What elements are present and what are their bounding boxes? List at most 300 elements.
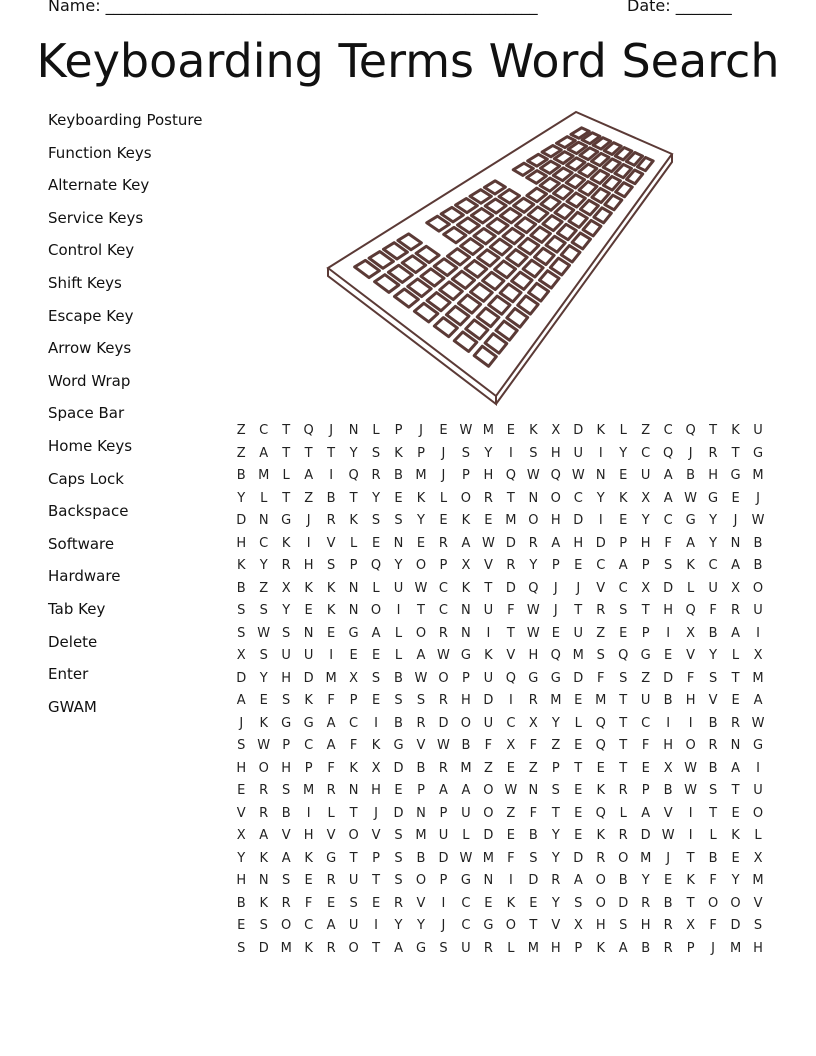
grid-cell: Z (236, 445, 246, 461)
grid-cell: Y (709, 535, 718, 551)
grid-cell: R (259, 805, 269, 821)
grid-cell: O (618, 850, 629, 866)
grid-cell: W (414, 670, 428, 686)
grid-cell: G (708, 490, 719, 506)
grid-cell: P (417, 445, 425, 461)
grid-cell: E (574, 828, 583, 843)
grid-cell: L (686, 580, 695, 596)
grid-cell: O (595, 873, 606, 888)
grid-cell: I (688, 828, 693, 843)
grid-cell: U (483, 670, 494, 686)
grid-cell: B (663, 783, 673, 798)
grid-cell: T (327, 445, 336, 461)
grid-cell: J (688, 445, 693, 461)
grid-cell: D (573, 850, 584, 866)
grid-cell: D (258, 940, 269, 956)
grid-cell: U (348, 873, 359, 888)
grid-cell: K (259, 715, 268, 731)
grid-cell: U (438, 828, 449, 843)
grid-cell: E (304, 603, 313, 618)
grid-cell: B (394, 468, 403, 483)
grid-cell: B (236, 895, 246, 911)
grid-cell: M (415, 828, 427, 843)
grid-cell: I (329, 648, 334, 663)
grid-cell: U (281, 648, 291, 663)
grid-cell: R (326, 513, 336, 528)
grid-cell: N (303, 625, 314, 641)
header (48, 0, 768, 20)
grid-cell: A (259, 828, 269, 843)
grid-cell: E (484, 895, 493, 911)
grid-cell: K (304, 693, 313, 708)
grid-cell: Y (259, 670, 268, 686)
grid-cell: S (753, 918, 763, 933)
grid-cell: J (306, 513, 311, 528)
grid-cell: O (528, 513, 539, 528)
grid-cell: H (371, 783, 381, 798)
grid-cell: V (483, 558, 493, 573)
grid-cell: Y (551, 828, 560, 843)
grid-cell: E (731, 693, 740, 708)
grid-cell: S (664, 558, 673, 573)
grid-cell: S (439, 940, 448, 956)
grid-cell: E (506, 423, 515, 438)
grid-cell: E (574, 558, 583, 573)
grid-row (230, 848, 770, 871)
grid-cell: Y (349, 445, 358, 461)
grid-cell: G (550, 670, 561, 686)
grid-cell: K (236, 558, 246, 573)
grid-cell: C (438, 603, 448, 618)
grid-cell: Q (505, 468, 516, 483)
grid-cell: N (348, 603, 359, 618)
grid-cell: V (596, 580, 606, 596)
grid-cell: R (731, 603, 741, 618)
grid-cell: L (619, 423, 627, 438)
grid-cell: J (441, 918, 446, 933)
grid-cell: B (461, 738, 471, 753)
grid-cell: S (326, 558, 336, 573)
grid-cell: R (438, 625, 448, 641)
grid-cell: M (482, 423, 494, 438)
grid-cell: C (618, 580, 628, 596)
grid-cell: L (709, 828, 717, 843)
grid-cell: C (461, 918, 471, 933)
grid-cell: R (438, 760, 448, 776)
grid-cell: U (303, 648, 314, 663)
grid-cell: O (258, 760, 269, 776)
grid-cell: H (550, 513, 561, 528)
grid-cell: T (574, 603, 583, 618)
grid-cell: K (686, 873, 695, 888)
grid-cell: X (349, 670, 359, 686)
grid-cell: X (753, 648, 763, 663)
grid-cell: C (663, 513, 673, 528)
grid-cell: Y (237, 490, 246, 506)
grid-cell: O (415, 558, 427, 573)
grid-cell: A (663, 468, 673, 483)
grid-cell: S (394, 513, 403, 528)
grid-cell: K (259, 850, 268, 866)
grid-cell: A (551, 535, 561, 551)
grid-cell: Y (551, 895, 560, 911)
grid-cell: Z (236, 423, 246, 438)
grid-cell: J (553, 580, 558, 596)
grid-cell: M (303, 783, 315, 798)
grid-cell: M (752, 670, 764, 686)
grid-cell: F (709, 603, 717, 618)
grid-cell: M (280, 940, 292, 956)
grid-cell: Q (505, 670, 516, 686)
grid-cell: P (686, 940, 695, 956)
grid-row (230, 668, 770, 691)
grid-cell: E (664, 648, 673, 663)
grid-cell: M (752, 873, 764, 888)
grid-cell: B (618, 873, 628, 888)
grid-cell: D (438, 715, 449, 731)
grid-cell: C (259, 423, 269, 438)
grid-cell: R (483, 940, 493, 956)
grid-cell: S (619, 918, 628, 933)
grid-cell: H (236, 760, 247, 776)
grid-cell: E (484, 513, 493, 528)
grid-cell: W (526, 468, 540, 483)
grid-cell: F (664, 535, 672, 551)
grid-cell: W (684, 490, 698, 506)
grid-cell: I (688, 715, 693, 731)
grid-cell: Y (417, 918, 425, 933)
grid-cell: T (619, 738, 628, 753)
grid-cell: M (640, 850, 652, 866)
grid-cell: V (326, 828, 336, 843)
grid-cell: V (416, 738, 426, 753)
grid-cell: E (371, 535, 381, 551)
word-list-item: GWAM (48, 697, 97, 716)
grid-cell: U (753, 603, 763, 618)
grid-cell: G (460, 648, 471, 663)
grid-cell: R (641, 895, 651, 911)
grid-cell: E (529, 895, 538, 911)
grid-cell: E (439, 423, 448, 438)
grid-cell: W (526, 603, 540, 618)
grid-cell: U (708, 580, 718, 596)
grid-cell: H (685, 693, 696, 708)
grid-row (230, 803, 770, 826)
grid-cell: N (528, 490, 539, 506)
grid-cell: U (640, 693, 651, 708)
grid-cell: I (598, 445, 603, 461)
grid-cell: X (686, 625, 696, 641)
grid-cell: A (461, 535, 471, 551)
grid-cell: I (508, 693, 513, 708)
grid-cell: K (461, 513, 471, 528)
grid-cell: R (371, 468, 381, 483)
grid-cell: Z (483, 760, 493, 776)
grid-cell: I (666, 625, 671, 641)
grid-cell: J (666, 850, 671, 866)
grid-cell: Q (370, 558, 382, 573)
grid-cell: L (574, 715, 582, 731)
grid-cell: E (574, 693, 583, 708)
grid-cell: S (282, 873, 291, 888)
grid-cell: F (596, 670, 605, 686)
grid-cell: D (505, 580, 516, 596)
grid-cell: W (526, 625, 540, 641)
grid-cell: R (528, 535, 538, 551)
grid-cell: K (304, 850, 313, 866)
grid-cell: T (574, 760, 583, 776)
name-label: Name: ______________________________________________________ (48, 0, 538, 15)
grid-cell: T (349, 490, 358, 506)
grid-cell: D (573, 423, 584, 438)
grid-cell: G (685, 513, 696, 528)
grid-cell: R (596, 850, 606, 866)
grid-cell: M (415, 468, 427, 483)
grid-cell: T (686, 895, 695, 911)
grid-cell: M (729, 940, 742, 956)
grid-cell: S (708, 783, 718, 798)
grid-cell: X (573, 918, 583, 933)
grid-cell: I (756, 760, 760, 776)
grid-cell: Z (551, 738, 561, 753)
grid-cell: A (663, 490, 673, 506)
word-list-item: Space Bar (48, 404, 125, 423)
grid-cell: E (574, 805, 583, 821)
grid-cell: K (506, 895, 516, 911)
grid-cell: C (506, 715, 516, 731)
grid-cell: D (438, 850, 449, 866)
grid-row (230, 825, 770, 848)
grid-cell: R (708, 738, 718, 753)
grid-cell: Y (709, 513, 718, 528)
grid-cell: I (486, 625, 491, 641)
grid-cell: J (711, 940, 715, 956)
grid-cell: S (394, 850, 403, 866)
grid-cell: L (731, 648, 740, 663)
grid-row (230, 488, 770, 511)
grid-cell: Q (528, 580, 539, 596)
grid-cell: T (304, 445, 313, 461)
grid-cell: H (708, 468, 718, 483)
grid-cell: T (686, 850, 695, 866)
grid-cell: R (416, 715, 426, 731)
grid-cell: O (348, 828, 359, 843)
grid-cell: F (327, 693, 335, 708)
grid-cell: D (640, 828, 651, 843)
grid-cell: E (327, 625, 336, 641)
grid-cell: S (394, 828, 403, 843)
grid-cell: K (529, 423, 538, 438)
grid-cell: L (462, 828, 470, 843)
grid-cell: P (462, 468, 470, 483)
grid-cell: F (507, 850, 515, 866)
grid-cell: Y (529, 558, 538, 573)
grid-cell: R (483, 490, 493, 506)
grid-cell: A (304, 468, 314, 483)
grid-cell: O (460, 715, 472, 731)
grid-cell: M (527, 940, 539, 956)
grid-cell: D (573, 670, 584, 686)
grid-cell: S (551, 783, 560, 798)
grid-cell: I (374, 715, 378, 731)
grid-cell: V (506, 648, 516, 663)
grid-cell: K (484, 648, 493, 663)
word-list-item: Escape Key (48, 306, 134, 325)
grid-cell: Y (641, 513, 650, 528)
grid-cell: K (394, 445, 403, 461)
grid-cell: O (460, 490, 472, 506)
grid-cell: L (394, 648, 403, 663)
grid-cell: E (641, 760, 650, 776)
grid-cell: Q (618, 648, 629, 663)
grid-cell: Y (394, 558, 403, 573)
grid-cell: K (349, 760, 358, 776)
word-list-item: Hardware (48, 567, 121, 586)
word-list-item: Delete (48, 632, 98, 651)
grid-cell: M (325, 670, 337, 686)
grid-cell: R (438, 535, 448, 551)
grid-cell: A (259, 445, 269, 461)
grid-cell: E (574, 738, 583, 753)
grid-cell: S (394, 693, 403, 708)
grid-cell: C (641, 715, 651, 731)
grid-cell: K (416, 490, 426, 506)
grid-cell: T (529, 918, 538, 933)
grid-cell: N (461, 603, 471, 618)
grid-cell: G (752, 445, 764, 461)
grid-cell: O (685, 738, 696, 753)
grid-cell: E (259, 693, 268, 708)
grid-cell: X (551, 423, 561, 438)
grid-cell: F (327, 760, 335, 776)
grid-cell: C (596, 558, 606, 573)
grid-cell: D (730, 918, 741, 933)
grid-cell: V (281, 828, 291, 843)
grid-cell: V (416, 895, 426, 911)
grid-cell: K (304, 940, 313, 956)
grid-cell: S (529, 850, 538, 866)
grid-cell: K (596, 423, 605, 438)
grid-cell: K (618, 490, 628, 506)
grid-cell: D (483, 828, 494, 843)
grid-cell: Q (663, 445, 674, 461)
grid-cell: W (257, 738, 271, 753)
grid-cell: D (663, 670, 674, 686)
grid-cell: E (371, 648, 381, 663)
grid-cell: I (306, 805, 311, 821)
grid-cell: K (596, 783, 605, 798)
grid-cell: G (415, 940, 427, 956)
grid-cell: H (640, 918, 651, 933)
grid-row (230, 758, 770, 781)
grid-cell: R (663, 918, 673, 933)
grid-cell: S (371, 513, 381, 528)
grid-cell: Y (619, 445, 628, 461)
word-list-item: Home Keys (48, 436, 133, 455)
grid-cell: I (441, 895, 446, 911)
grid-cell: A (371, 625, 381, 641)
grid-cell: B (753, 558, 763, 573)
grid-cell: W (437, 648, 450, 663)
grid-cell: L (372, 580, 380, 596)
grid-cell: B (708, 760, 718, 776)
grid-cell: L (394, 625, 403, 641)
grid-cell: H (281, 670, 292, 686)
grid-cell: N (393, 535, 404, 551)
grid-cell: W (684, 760, 698, 776)
grid-cell: X (663, 760, 673, 776)
grid-cell: A (573, 873, 583, 888)
grid-cell: B (236, 580, 246, 596)
grid-cell: K (281, 535, 291, 551)
grid-cell: Y (709, 648, 718, 663)
grid-cell: S (461, 445, 471, 461)
grid-cell: R (393, 895, 404, 911)
grid-cell: K (686, 558, 695, 573)
grid-cell: Y (551, 850, 560, 866)
grid-cell: D (236, 513, 247, 528)
grid-cell: U (483, 715, 494, 731)
grid-cell: T (619, 760, 628, 776)
grid-row (230, 600, 770, 623)
grid-cell: A (394, 940, 403, 956)
grid-cell: F (529, 738, 538, 753)
word-list (48, 108, 228, 727)
grid-cell: T (731, 445, 740, 461)
grid-cell: Y (417, 513, 425, 528)
grid-cell: I (374, 918, 378, 933)
grid-cell: C (461, 895, 471, 911)
grid-cell: D (528, 873, 539, 888)
grid-cell: L (260, 490, 268, 506)
grid-cell: K (304, 580, 313, 596)
grid-cell: E (731, 490, 740, 506)
grid-row (230, 780, 770, 803)
grid-cell: Y (484, 445, 493, 461)
grid-cell: S (371, 445, 381, 461)
grid-cell: S (371, 670, 381, 686)
grid-cell: J (374, 805, 378, 821)
grid-cell: W (459, 850, 473, 866)
grid-cell: S (237, 940, 246, 956)
grid-cell: U (640, 468, 651, 483)
grid-cell: L (754, 828, 762, 843)
grid-cell: B (663, 693, 673, 708)
grid-cell: P (551, 760, 560, 776)
grid-row (230, 443, 770, 466)
grid-cell: E (574, 783, 583, 798)
grid-cell: T (619, 715, 628, 731)
grid-cell: Y (372, 490, 381, 506)
grid-cell: M (258, 468, 270, 483)
grid-cell: E (304, 873, 313, 888)
grid-cell: A (326, 715, 336, 731)
grid-cell: X (281, 580, 291, 596)
grid-cell: P (394, 423, 403, 438)
grid-cell: X (641, 490, 651, 506)
grid-cell: M (482, 850, 494, 866)
grid-cell: T (551, 805, 560, 821)
grid-cell: H (236, 535, 247, 551)
grid-cell: D (505, 535, 516, 551)
grid-cell: U (483, 603, 494, 618)
grid-cell: E (506, 828, 515, 843)
grid-cell: Q (685, 603, 696, 618)
grid-cell: R (326, 783, 336, 798)
grid-cell: L (619, 805, 627, 821)
grid-cell: W (257, 625, 271, 641)
word-list-item: Tab Key (48, 599, 106, 618)
